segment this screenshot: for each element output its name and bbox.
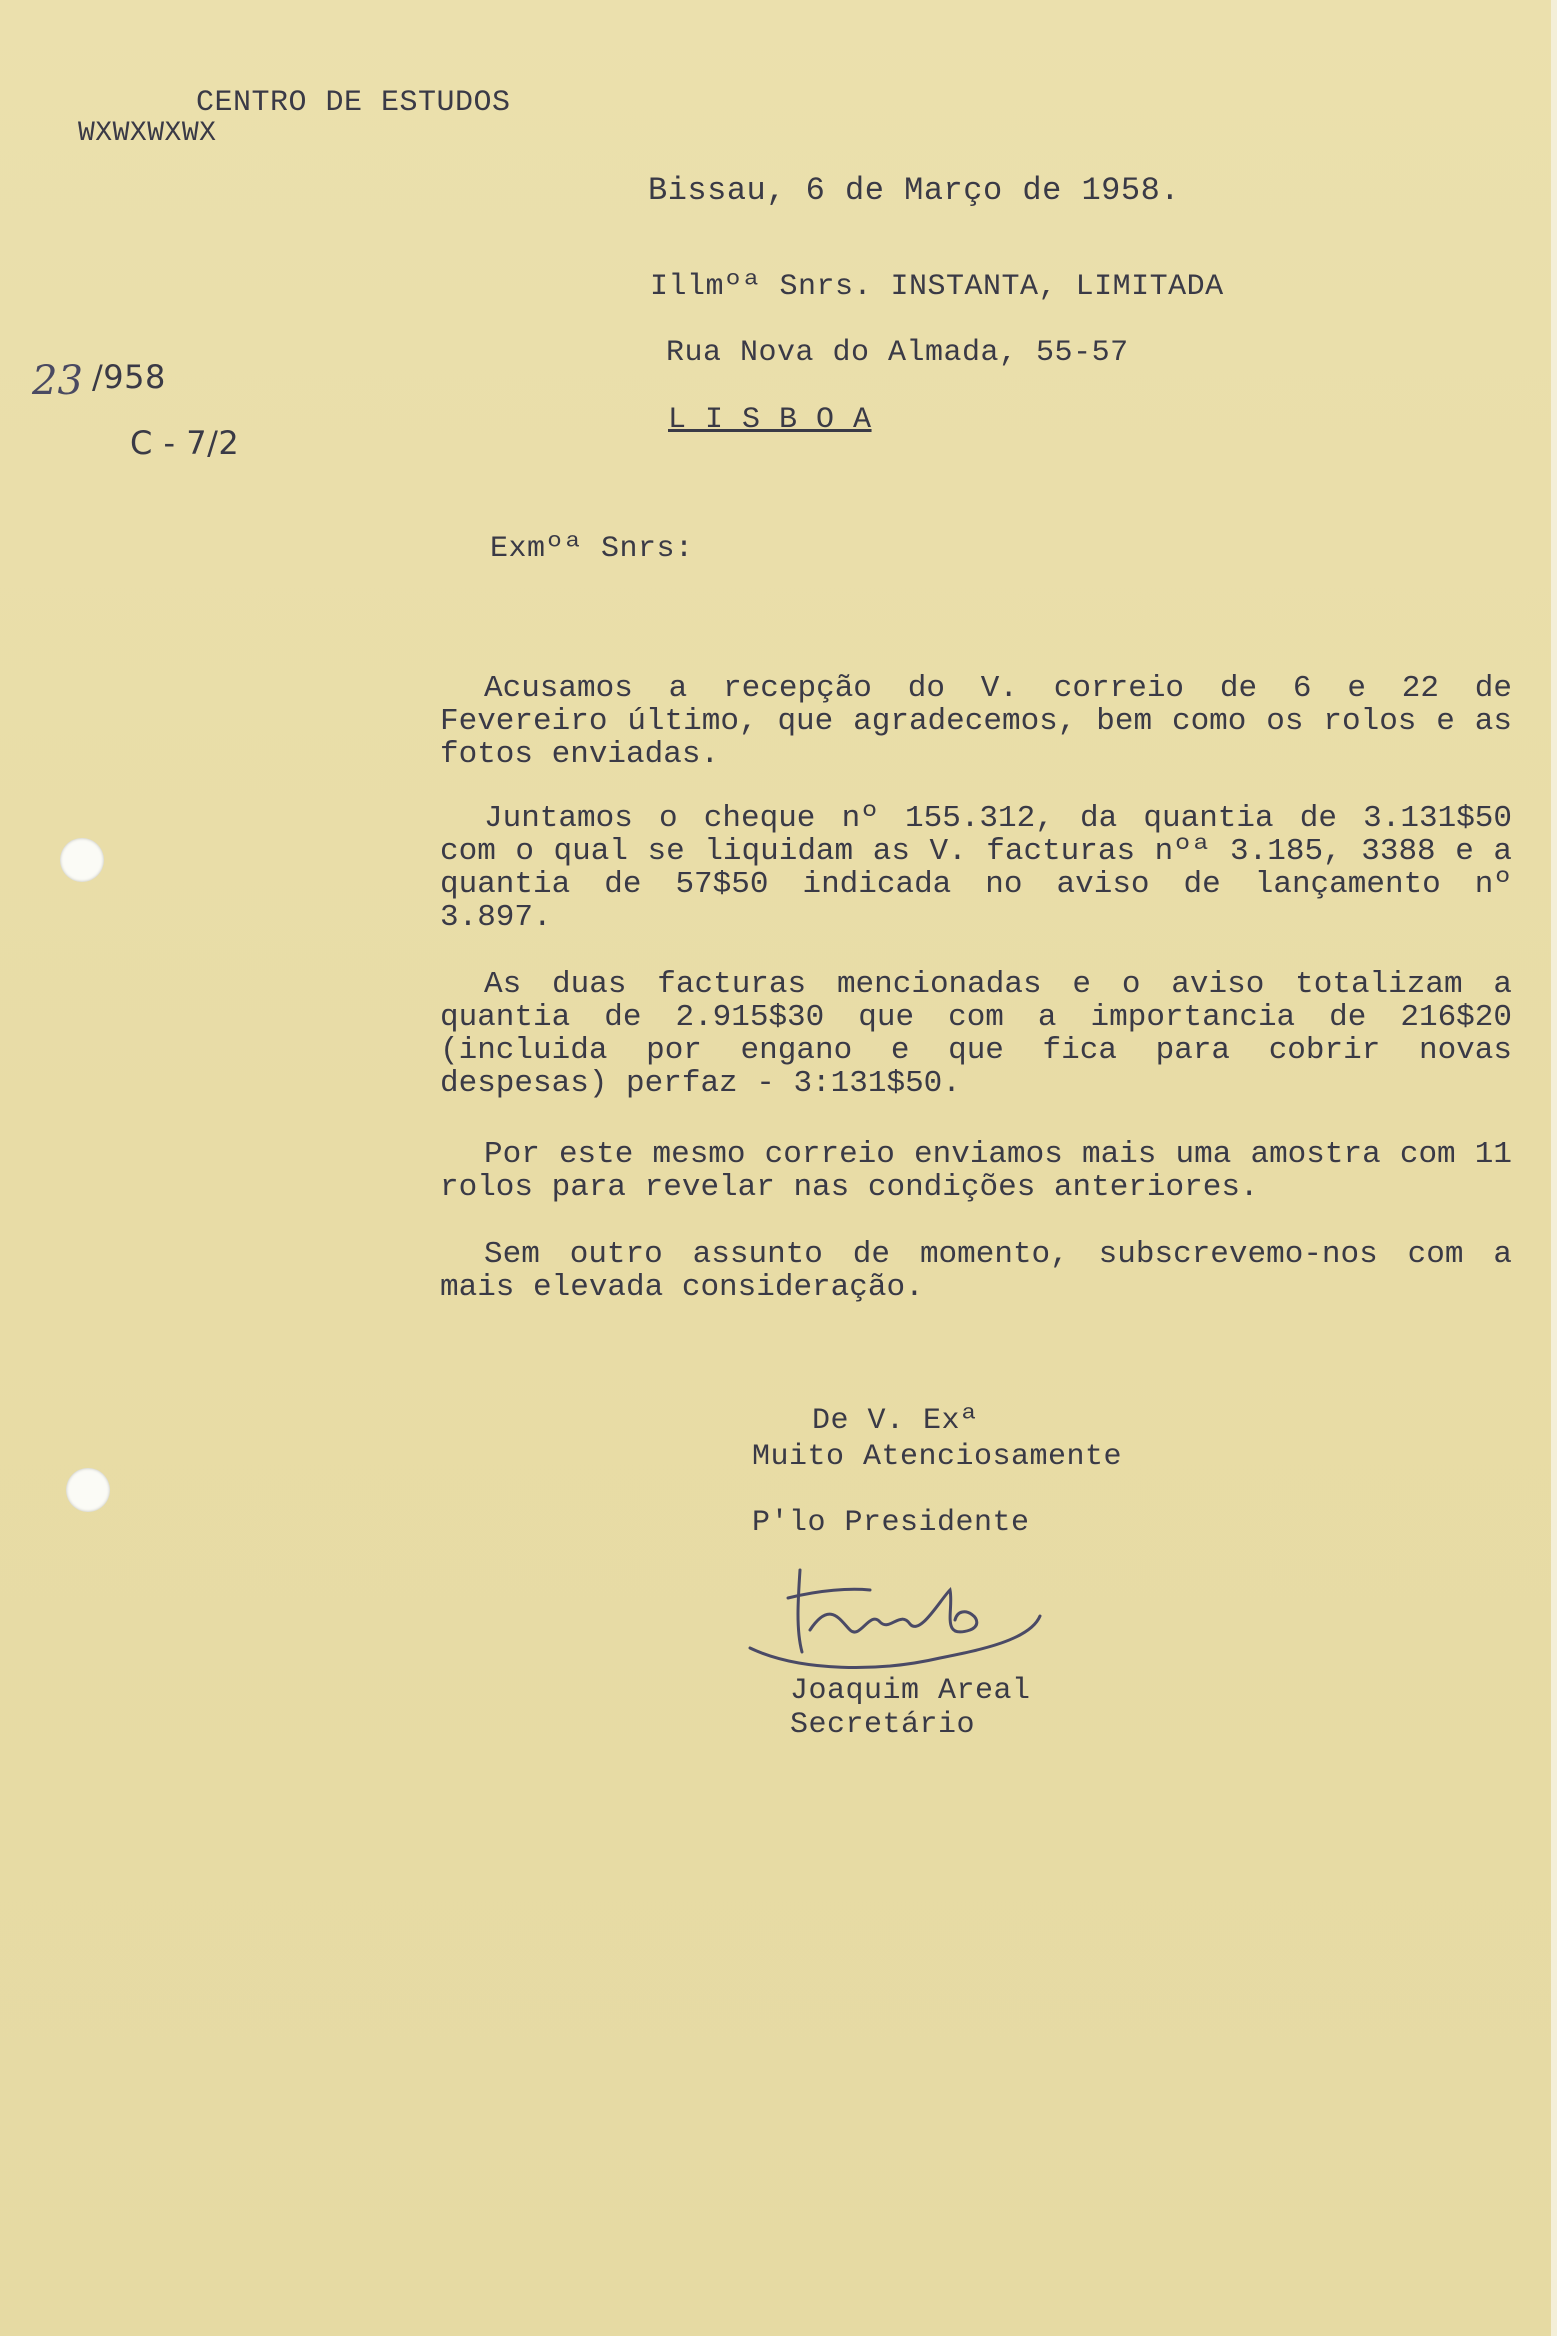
page-edge bbox=[1551, 0, 1557, 2336]
closing-line-2: Muito Atenciosamente bbox=[752, 1440, 1123, 1474]
punch-hole-bottom bbox=[66, 1468, 110, 1512]
closing-line-3: P'lo Presidente bbox=[752, 1506, 1030, 1540]
punch-hole-top bbox=[60, 838, 104, 882]
file-year: /958 bbox=[92, 358, 166, 396]
recipient-city: L I S B O A bbox=[668, 403, 872, 437]
body-paragraph-2: Juntamos o cheque nº 155.312, da quantia de 3.131$50 com o qual se liquidam as V. facturas nºª 3.185, 3388 e a quantia de 57$50 indicada no aviso de lançamento nº 3.897. bbox=[440, 801, 1512, 935]
institution-name: CENTRO DE ESTUDOS bbox=[196, 86, 511, 120]
handwritten-signature bbox=[740, 1560, 1060, 1680]
struck-text: WXWXWXWX bbox=[78, 118, 217, 149]
body-paragraph-5: Sem outro assunto de momento, subscrevemo-nos com a mais elevada consideração. bbox=[440, 1237, 1512, 1305]
recipient-line-1: Illmºª Snrs. INSTANTA, LIMITADA bbox=[650, 270, 1224, 304]
date-line: Bissau, 6 de Março de 1958. bbox=[648, 172, 1180, 209]
file-number-handwritten: 23 bbox=[32, 358, 83, 404]
body-paragraph-4: Por este mesmo correio enviamos mais uma amostra com 11 rolos para revelar nas condições anteriores. bbox=[440, 1137, 1512, 1205]
signatory-name: Joaquim Areal bbox=[790, 1674, 1031, 1708]
closing-line-1: De V. Exª bbox=[812, 1404, 979, 1438]
recipient-line-2: Rua Nova do Almada, 55-57 bbox=[666, 336, 1129, 370]
salutation: Exmºª Snrs: bbox=[490, 532, 694, 566]
body-paragraph-3: As duas facturas mencionadas e o aviso totalizam a quantia de 2.915$30 que com a importancia de 216$20 (incluida por engano e que fica para cobrir novas despesas) perfaz - 3:131$50. bbox=[440, 967, 1512, 1101]
body-paragraph-1: Acusamos a recepção do V. correio de 6 e 22 de Fevereiro último, que agradecemos, bem como os rolos e as fotos enviadas. bbox=[440, 671, 1512, 772]
file-reference: C - 7/2 bbox=[130, 424, 240, 462]
signatory-title: Secretário bbox=[790, 1708, 976, 1742]
